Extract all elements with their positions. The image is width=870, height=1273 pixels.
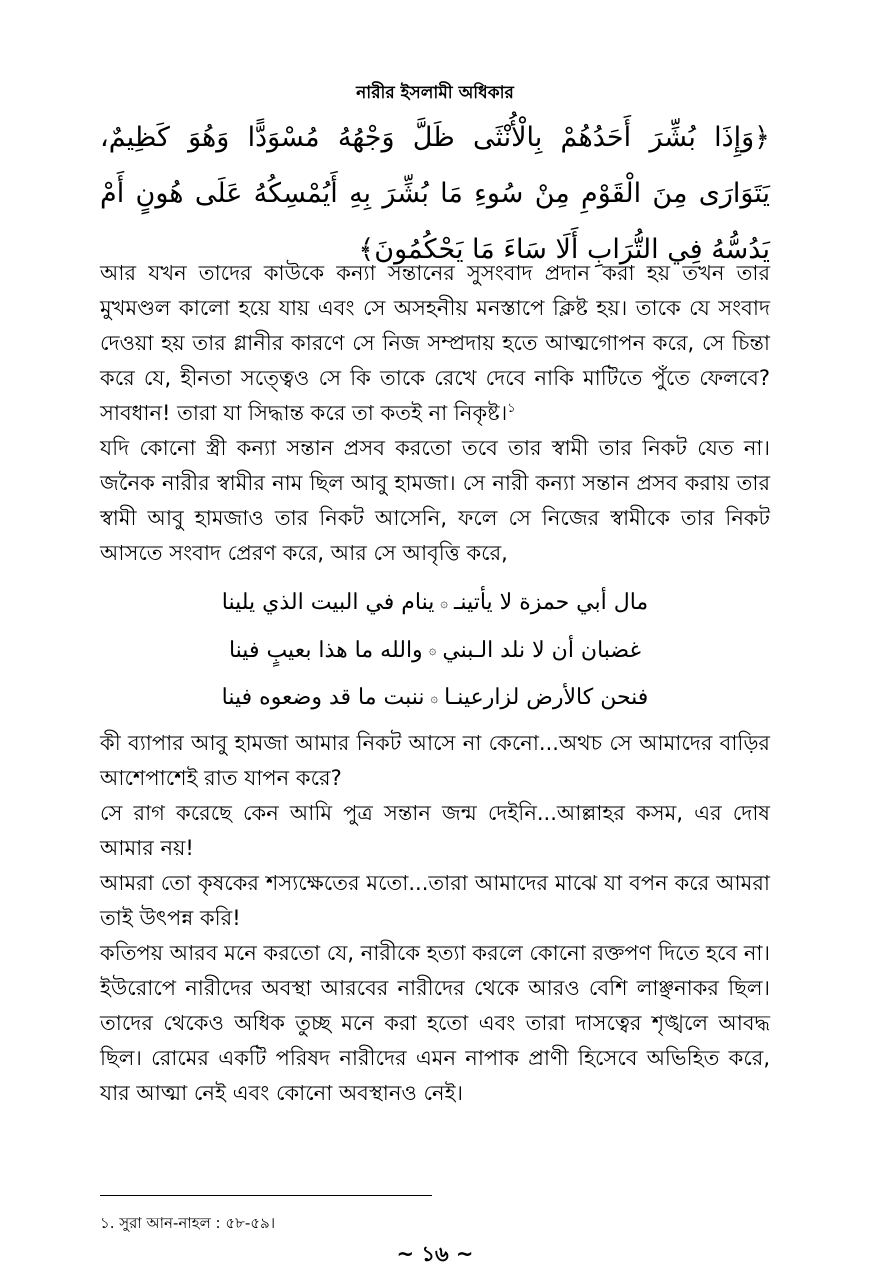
poem-hemistich: غضبان أن لا نلد الـبني: [442, 637, 642, 663]
page-number: ~ ১৬ ~: [396, 1242, 474, 1266]
footnote: ১. সুরা আন-নাহল : ৫৮-৫৯।: [100, 1214, 276, 1232]
flower-separator-icon: ۞: [428, 643, 437, 658]
poem-hemistich: ننبت ما قد وضعوه فينا: [221, 685, 425, 710]
paragraph-abu-hamza: যদি কোনো স্ত্রী কন্যা সন্তান প্রসব করতো তবে তার স্বামী তার নিকট যেত না। জনৈক নারীর স্বামীর নাম ছিল আবু হামজা। সে নারী কন্যা সন্তান প্রসব করায় তার স্বামী আবু হামজাও তার নিকট আসেনি, ফলে সে নিজের স্বামীকে তার নিকট আসতে সংবাদ প্রেরণ করে, আর সে আবৃত্তি করে,: [100, 436, 770, 565]
flower-separator-icon: ۞: [430, 690, 439, 706]
verse-text: وَإِذَا بُشِّرَ أَحَدُهُمْ بِالْأُنْثَى ظَلَّ وَجْهُهُ مُسْوَدًّا وَهُوَ كَظِيمٌ، يَتَوَارَى مِنَ الْقَوْمِ مِنْ سُوءِ مَا بُشِّرَ بِهِ أَيُمْسِكُهُ عَلَى هُونٍ أَمْ يَدُسُّهُ فِي التُّرَابِ أَلَا سَاءَ مَا يَحْكُمُونَ: [100, 122, 770, 265]
paragraph-arab-europe: কতিপয় আরব মনে করতো যে, নারীকে হত্যা করলে কোনো রক্তপণ দিতে হবে না। ইউরোপে নারীদের অবস্থা আরবের নারীদের থেকে আরও বেশি লাঞ্ছনাকর ছিল। তাদের থেকেও অধিক তুচ্ছ মনে করা হতো এবং তারা দাসত্বের শৃঙ্খলে আবদ্ধ ছিল। রোমের একটি পরিষদ নারীদের এমন নাপাক প্রাণী হিসেবে অভিহিত করে, যার আত্মা নেই এবং কোনো অবস্থানও নেই।: [100, 940, 770, 1105]
body-text: [100, 256, 770, 1111]
poem-line: [100, 674, 770, 722]
paragraph-poem-translation-2: সে রাগ করেছে কেন আমি পুত্র সন্তান জন্ম দেইনি...আল্লাহর কসম, এর দোষ আমার নয়!: [100, 800, 770, 860]
poem-hemistich: مال أبي حمزة لا يأتينـ: [453, 590, 649, 615]
paragraph-text: আর যখন তাদের কাউকে কন্যা সন্তানের সুসংবাদ প্রদান করা হয় তখন তার মুখমণ্ডল কালো হয়ে যায় এবং সে অসহনীয় মনস্তাপে ক্লিষ্ট হয়। তাকে যে সংবাদ দেওয়া হয় তার গ্লানীর কারণে সে নিজ সম্প্রদায় হতে আত্মগোপন করে, সে চিন্তা করে যে, হীনতা সত্ত্বেও সে কি তাকে রেখে দেবে নাকি মাটিতে পুঁতে ফেলবে? সাবধান! তারা যা সিদ্ধান্ত করে তা কতই না নিকৃষ্ট।: [100, 261, 770, 425]
flower-separator-icon: ۞: [440, 595, 448, 611]
poem-hemistich: والله ما هذا بعيبٍ فينا: [228, 637, 423, 663]
poem-line: [100, 579, 770, 627]
footnote-reference: ১: [507, 401, 516, 416]
running-header: নারীর ইসলামী অধিকার: [356, 83, 514, 103]
arabic-poem: [100, 579, 770, 722]
poem-hemistich: فنحن كالأرض لزارعينـا: [444, 685, 649, 710]
verse-close-bracket: ﴾: [358, 234, 375, 265]
footnote-divider: [100, 1195, 432, 1196]
paragraph-poem-translation-1: কী ব্যাপার আবু হামজা আমার নিকট আসে না কেনো...অথচ সে আমাদের বাড়ির আশেপাশেই রাত যাপন করে?: [100, 730, 770, 790]
paragraph-poem-translation-3: আমরা তো কৃষকের শস্যক্ষেতের মতো...তারা আমাদের মাঝে যা বপন করে আমরা তাই উৎপন্ন করি!: [100, 870, 770, 930]
verse-open-bracket: ﴿: [754, 122, 770, 153]
paragraph-verse-translation: [100, 256, 770, 431]
quran-verse: [100, 110, 770, 278]
poem-line: [100, 627, 770, 675]
poem-hemistich: ينام في البيت الذي يلينا: [221, 590, 435, 615]
